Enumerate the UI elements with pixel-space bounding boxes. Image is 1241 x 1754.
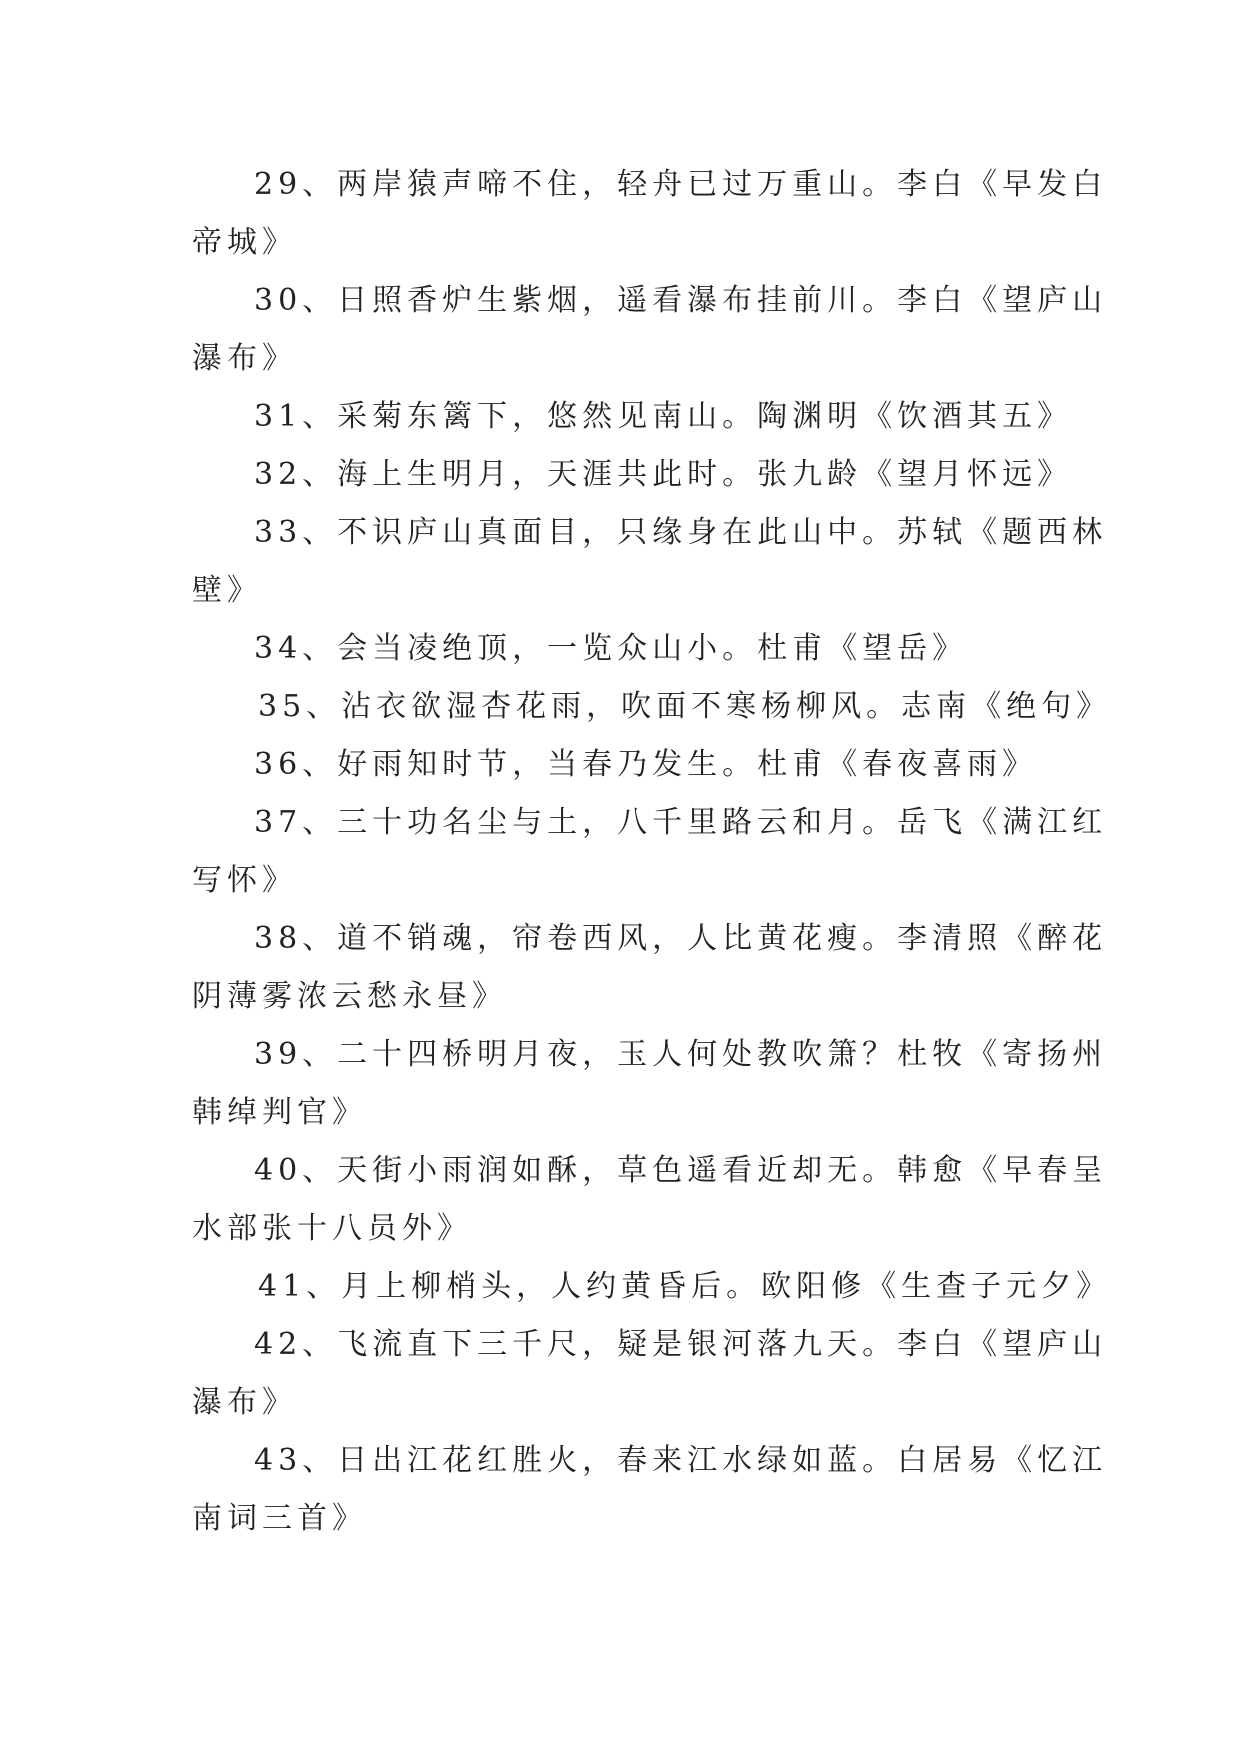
entry-line: 34、会当凌绝顶，一览众山小。杜甫《望岳》 — [254, 631, 968, 666]
entry-line: 水部张十八员外》 — [192, 1211, 472, 1246]
poem-entry-37 — [192, 794, 1108, 910]
entry-line: 36、好雨知时节，当春乃发生。杜甫《春夜喜雨》 — [254, 747, 1038, 782]
entry-line: 29、两岸猿声啼不住，轻舟已过万重山。李白《早发白 — [254, 167, 1108, 202]
entry-line: 37、三十功名尘与土，八千里路云和月。岳飞《满江红 — [254, 805, 1108, 840]
entry-line: 壁》 — [192, 573, 262, 608]
poem-entry-30 — [192, 272, 1108, 388]
poem-entry-43 — [192, 1432, 1108, 1548]
poem-entry-41 — [192, 1258, 1112, 1316]
entry-line: 阴薄雾浓云愁永昼》 — [192, 979, 507, 1014]
poem-entry-40 — [192, 1142, 1108, 1258]
poem-entry-42 — [192, 1316, 1108, 1432]
entry-line: 南词三首》 — [192, 1501, 367, 1536]
entry-line: 33、不识庐山真面目，只缘身在此山中。苏轼《题西林 — [254, 515, 1108, 550]
poem-list — [192, 156, 1112, 1548]
poem-entry-39 — [192, 1026, 1108, 1142]
entry-line: 38、道不销魂，帘卷西风，人比黄花瘦。李清照《醉花 — [254, 921, 1108, 956]
poem-entry-35 — [192, 678, 1112, 736]
entry-line: 瀑布》 — [192, 341, 297, 376]
entry-line: 42、飞流直下三千尺，疑是银河落九天。李白《望庐山 — [254, 1327, 1108, 1362]
entry-line: 40、天街小雨润如酥，草色遥看近却无。韩愈《早春呈 — [254, 1153, 1108, 1188]
poem-entry-38 — [192, 910, 1108, 1026]
entry-line: 41、月上柳梢头，人约黄昏后。欧阳修《生查子元夕》 — [258, 1269, 1112, 1304]
poem-entry-29 — [192, 156, 1108, 272]
entry-line: 31、采菊东篱下，悠然见南山。陶渊明《饮酒其五》 — [254, 399, 1073, 434]
entry-line: 35、沾衣欲湿杏花雨，吹面不寒杨柳风。志南《绝句》 — [258, 689, 1112, 724]
entry-line: 39、二十四桥明月夜，玉人何处教吹箫？杜牧《寄扬州 — [254, 1037, 1108, 1072]
poem-entry-31 — [192, 388, 1073, 446]
poem-entry-32 — [192, 446, 1073, 504]
poem-entry-36 — [192, 736, 1062, 794]
entry-line: 43、日出江花红胜火，春来江水绿如蓝。白居易《忆江 — [254, 1443, 1108, 1478]
poem-entry-34 — [192, 620, 1062, 678]
entry-line: 瀑布》 — [192, 1385, 297, 1420]
entry-line: 30、日照香炉生紫烟，遥看瀑布挂前川。李白《望庐山 — [254, 283, 1108, 318]
entry-line: 32、海上生明月，天涯共此时。张九龄《望月怀远》 — [254, 457, 1073, 492]
entry-line: 韩绰判官》 — [192, 1095, 367, 1130]
entry-line: 写怀》 — [192, 863, 297, 898]
poem-entry-33 — [192, 504, 1108, 620]
entry-line: 帝城》 — [192, 225, 297, 260]
